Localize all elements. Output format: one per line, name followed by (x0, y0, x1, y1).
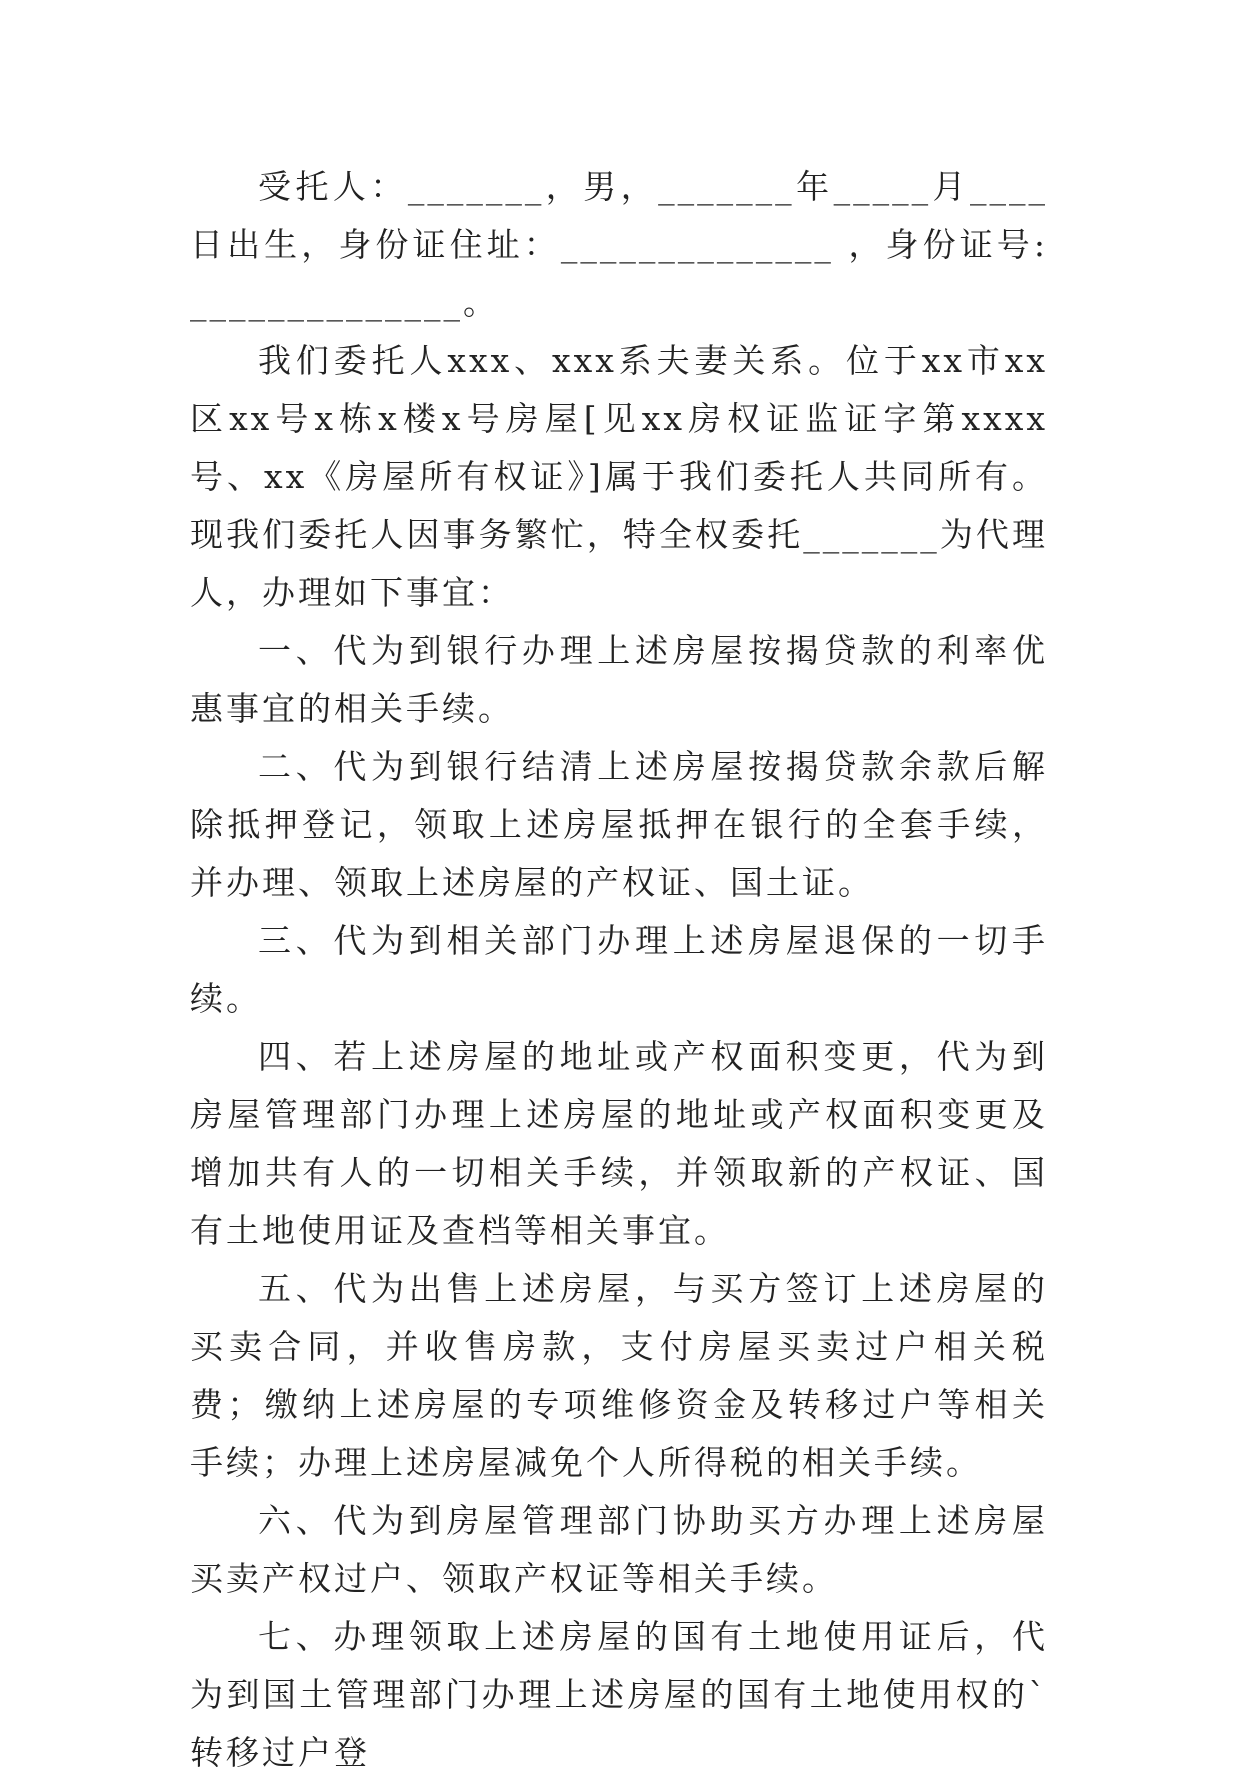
paragraph-trustee-info: 受托人：_______，男，_______年_____月____日出生，身份证住址：______________ ，身份证号:______________。 (190, 167, 1048, 322)
document-body (190, 158, 1048, 1782)
paragraph-item-5: 五、代为出售上述房屋，与买方签订上述房屋的买卖合同，并收售房款，支付房屋买卖过户相关税费；缴纳上述房屋的专项维修资金及转移过户等相关手续；办理上述房屋减免个人所得税的相关手续。 (190, 1269, 1048, 1482)
paragraph-item-1: 一、代为到银行办理上述房屋按揭贷款的利率优惠事宜的相关手续。 (190, 631, 1048, 728)
paragraph-item-2: 二、代为到银行结清上述房屋按揭贷款余款后解除抵押登记，领取上述房屋抵押在银行的全套手续，并办理、领取上述房屋的产权证、国土证。 (190, 747, 1048, 902)
paragraph-item-7: 七、办理领取上述房屋的国有土地使用证后，代为到国土管理部门办理上述房屋的国有土地使用权的`转移过户登 (190, 1617, 1048, 1772)
paragraph-item-6: 六、代为到房屋管理部门协助买方办理上述房屋买卖产权过户、领取产权证等相关手续。 (190, 1501, 1048, 1598)
paragraph-item-3: 三、代为到相关部门办理上述房屋退保的一切手续。 (190, 921, 1048, 1018)
paragraph-item-4: 四、若上述房屋的地址或产权面积变更，代为到房屋管理部门办理上述房屋的地址或产权面积变更及增加共有人的一切相关手续，并领取新的产权证、国有土地使用证及查档等相关事宜。 (190, 1037, 1048, 1250)
paragraph-property-statement: 我们委托人xxx、xxx系夫妻关系。位于xx市xx区xx号x栋x楼x号房屋[见xx房权证监证字第xxxx号、xx《房屋所有权证》]属于我们委托人共同所有。现我们委托人因事务繁忙，特全权委托_______为代理人，办理如下事宜： (190, 341, 1048, 612)
